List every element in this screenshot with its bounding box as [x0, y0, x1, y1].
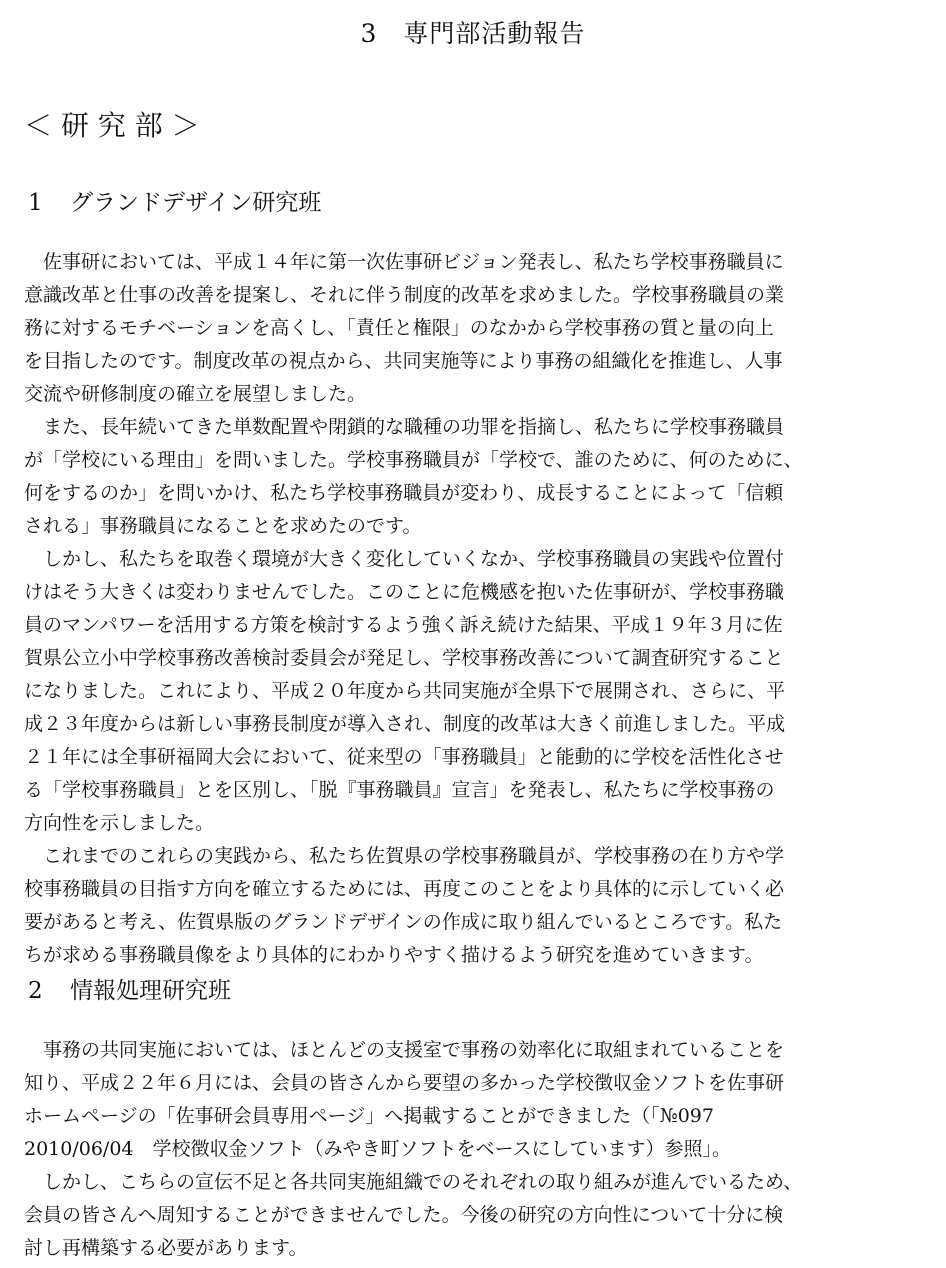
- section-heading-1: [28, 186, 321, 220]
- text-line: 知り、平成２２年６月には、会員の皆さんから要望の多かった学校徴収金ソフトを佐事研: [24, 1072, 785, 1094]
- section-number: 1: [28, 190, 43, 216]
- text-line: 方向性を示しました。: [24, 812, 215, 834]
- text-line: が「学校にいる理由」を問いました。学校事務職員が「学校で、誰のために、何のために、: [24, 449, 803, 471]
- department-heading: ＜ 研 究 部 ＞: [24, 109, 200, 142]
- text-line: これまでのこれらの実践から、私たち佐賀県の学校事務職員が、学校事務の在り方や学: [24, 845, 785, 867]
- section-title: 情報処理研究班: [70, 978, 231, 1004]
- text-line: 校事務職員の目指す方向を確立するためには、再度このことをより具体的に示していく必: [24, 878, 785, 900]
- text-line: しかし、こちらの宣伝不足と各共同実施組織でのそれぞれの取り組みが進んでいるため、: [24, 1171, 803, 1193]
- text-line: になりました。これにより、平成２０年度から共同実施が全県下で展開され、さらに、平: [24, 680, 786, 702]
- text-line: される」事務職員になることを求めたのです。: [24, 515, 422, 537]
- document-title: 3 専門部活動報告: [360, 19, 586, 48]
- text-line: 何をするのか」を問いかけ、私たち学校事務職員が変わり、成長することによって「信頼: [24, 482, 784, 504]
- text-line: 会員の皆さんへ周知することができませんでした。今後の研究の方向性について十分に検: [24, 1204, 784, 1226]
- text-line: 意識改革と仕事の改善を提案し、それに伴う制度的改革を求めました。学校事務職員の業: [24, 284, 785, 306]
- section-body-1: [24, 246, 924, 972]
- text-line: 2010/06/04 学校徴収金ソフト（みやき町ソフトをベースにしています）参照」。: [24, 1138, 732, 1160]
- section-body-2: [24, 1034, 924, 1265]
- section-number: 2: [28, 978, 43, 1004]
- text-line: ちが求める事務職員像をより具体的にわかりやすく描けるよう研究を進めていきます。: [24, 944, 764, 966]
- text-line: 討し再構築する必要があります。: [24, 1237, 308, 1259]
- section-heading-2: [28, 974, 231, 1008]
- text-line: 佐事研においては、平成１４年に第一次佐事研ビジョン発表し、私たち学校事務職員に: [24, 251, 784, 273]
- text-line: 要があると考え、佐賀県版のグランドデザインの作成に取り組んでいるところです。私た: [24, 911, 783, 933]
- text-line: しかし、私たちを取巻く環境が大きく変化していくなか、学校事務職員の実践や位置付: [24, 548, 785, 570]
- text-line: ホームページの「佐事研会員専用ページ」へ掲載することができました（「№097: [24, 1105, 714, 1127]
- text-line: 賀県公立小中学校事務改善検討委員会が発足し、学校事務改善について調査研究すること: [24, 647, 784, 669]
- text-line: 事務の共同実施においては、ほとんどの支援室で事務の効率化に取組まれていることを: [24, 1039, 785, 1061]
- text-line: 員のマンパワーを活用する方策を検討するよう強く訴え続けた結果、平成１９年３月に佐: [24, 614, 783, 636]
- section-title: グランドデザイン研究班: [70, 190, 322, 216]
- text-line: ２１年には全事研福岡大会において、従来型の「事務職員」と能動的に学校を活性化させ: [24, 746, 784, 768]
- text-line: けはそう大きくは変わりませんでした。このことに危機感を抱いた佐事研が、学校事務職: [24, 581, 785, 603]
- text-line: 成２３年度からは新しい事務長制度が導入され、制度的改革は大きく前進しました。平成: [24, 713, 786, 735]
- text-line: 交流や研修制度の確立を展望しました。: [24, 383, 367, 405]
- text-line: また、長年続いてきた単数配置や閉鎖的な職種の功罪を指摘し、私たちに学校事務職員: [24, 416, 785, 438]
- text-line: る「学校事務職員」とを区別し、「脱『事務職員』宣言」を発表し、私たちに学校事務の: [24, 779, 775, 801]
- text-line: 務に対するモチベーションを高くし、「責任と権限」のなかから学校事務の質と量の向上: [24, 317, 774, 339]
- text-line: を目指したのです。制度改革の視点から、共同実施等により事務の組織化を推進し、人事: [24, 350, 783, 372]
